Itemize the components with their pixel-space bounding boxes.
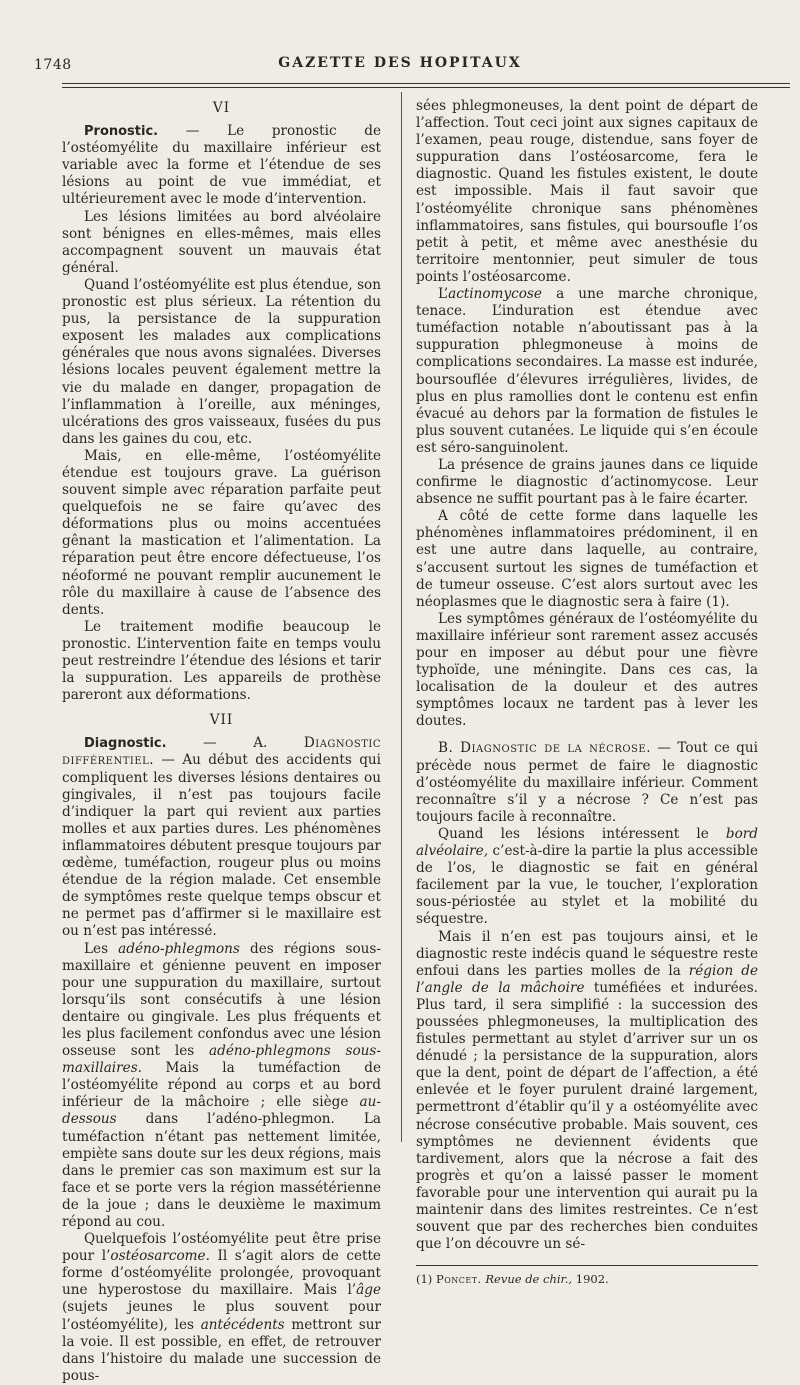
paragraph: Quand l’ostéomyélite est plus étendue, son pronostic est plus sérieux. La rétention du pus, la persistance de la suppuration exposent les malades aux complications générales que nous avons signalées. Diverses lésions locales peuvent également mettre la vie du malade en danger, propagation de l’inflammation à l’oreille, aux méninges, ulcérations des gros vaisseaux, fusées du pus dans les gaines du cou, etc. bbox=[62, 276, 381, 447]
header-rule-thin bbox=[62, 87, 790, 88]
paragraph bbox=[416, 740, 758, 825]
italic-text: antécédents bbox=[200, 1316, 285, 1333]
page-number: 1748 bbox=[34, 57, 72, 73]
section-heading-vii: VII bbox=[209, 712, 234, 729]
text: — Tout ce qui précède nous permet de faire le diagnostic d’ostéomyélite du maxillaire inférieur. Comment reconnaître s’il y a nécrose ? Ce n’est pas toujours facile à reconnaître. bbox=[416, 740, 758, 825]
text: Quelquefois l’ostéomyélite peut être prise pour l’ bbox=[62, 1231, 381, 1265]
italic-text: région de l’angle de la mâchoire bbox=[416, 962, 758, 996]
italic-text: bord alvéolaire, bbox=[416, 825, 758, 860]
text: — Le pronostic de l’ostéomyélite du maxillaire inférieur est variable avec la forme et l’étendue de ses lésions au point de vue immédiat, et ultérieurement avec le mode d’intervention. bbox=[62, 123, 381, 208]
italic-text: adéno-phlegmons sous-maxillaires. bbox=[62, 1043, 382, 1077]
text: des régions sous-maxillaire et génienne peuvent en imposer pour une suppuration du maxillaire, surtout lorsqu’ils sont consécutifs à une lésion dentaire ou gingivale. Les plus fréquents et les plus facilement confondus avec une lésion osseuse sont les bbox=[62, 940, 381, 1060]
text: (1) bbox=[416, 1272, 436, 1287]
rubric-pronostic: Pronostic. bbox=[84, 124, 159, 140]
text: — Au début des accidents qui compliquent les diverses lésions dentaires ou gingivales, il n’est pas toujours facile d’indiquer la part qui revient aux parties molles et aux parties dures. Les phénomènes inflammatoires débutent presque toujours par œdème, tuméfaction, rougeur plus ou moins étendue de la région malade. Cet ensemble de symptômes reste quelque temps obscur et ne permet pas d’affirmer si le maxillaire est ou n’est pas intéressé. bbox=[62, 752, 381, 940]
italic-text: ostéosarcome. bbox=[110, 1248, 210, 1265]
footnote-journal: Revue de chir., bbox=[485, 1272, 573, 1287]
footnote-author: Poncet. bbox=[435, 1272, 482, 1287]
italic-text: actinomycose bbox=[448, 286, 542, 303]
paragraph bbox=[416, 929, 758, 1254]
subheading-diagnostic-differentiel: Diagnostic différentiel. bbox=[62, 735, 381, 769]
text: c’est-à-dire la partie la plus accessible de l’os, le diagnostic se fait en général facilement par la vue, le toucher, l’exploration sous-périostée au stylet et la mobilité du séquestre. bbox=[416, 843, 758, 928]
paragraph: Les lésions limitées au bord alvéolaire sont bénignes en elles-mêmes, mais elles accompagnent souvent un mauvais état général. bbox=[62, 208, 381, 276]
paragraph: sées phlegmoneuses, la dent point de départ de l’affection. Tout ceci joint aux signes capitaux de l’examen, peau rouge, distendue, sans foyer de suppuration dans l’ostéosarcome, fera le diagnostic. Quand les fistules existent, le doute est impossible. Mais il faut savoir que l’ostéomyélite chronique sans phénomènes inflammatoires, sans fistules, qui boursoufle l’os petit à petit, et même avec anesthésie du territoire mentonnier, peut simuler de tous points l’ostéosarcome. bbox=[416, 98, 758, 285]
paragraph bbox=[62, 123, 381, 208]
text: 1902. bbox=[572, 1272, 609, 1287]
text: dans l’adéno-phlegmon. La tuméfaction n’étant pas nettement limitée, empiète sans doute sur les deux régions, mais dans le premier cas son maximum est sur la face et se porte vers la région massétérienne de la joue ; dans le deuxième le maximum répond au cou. bbox=[62, 1111, 381, 1230]
text: Les bbox=[84, 940, 119, 957]
text: mettront sur la voie. Il est possible, en effet, de retrouver dans l’histoire du malade une succession de pous- bbox=[62, 1316, 381, 1384]
paragraph: A côté de cette forme dans laquelle les phénomènes inflammatoires prédominent, il en est une autre dans laquelle, au contraire, s’accusent surtout les signes de tuméfaction et de tumeur osseuse. C’est alors surtout avec les néoplasmes que le diagnostic sera à faire (1). bbox=[416, 508, 758, 610]
text: (sujets jeunes le plus souvent pour l’ostéomyélite), les bbox=[62, 1299, 381, 1333]
paragraph bbox=[416, 826, 758, 929]
text: L’ bbox=[438, 286, 449, 303]
text: Il s’agit alors de cette forme d’ostéomyélite prolongée, provoquant une hyperostose du maxillaire. Mais l’ bbox=[62, 1248, 381, 1299]
paragraph: Les symptômes généraux de l’ostéomyélite du maxillaire inférieur sont rarement assez accusés pour en imposer au début pour une fièvre typhoïde, une méningite. Dans ces cas, la localisation de la douleur et des autres symptômes locaux ne tardent pas à lever les doutes. bbox=[416, 610, 758, 730]
footnote bbox=[416, 1272, 758, 1286]
paragraph bbox=[416, 286, 758, 457]
header-rule bbox=[62, 83, 790, 84]
italic-text: âge bbox=[356, 1282, 381, 1299]
rubric-diagnostic: Diagnostic. bbox=[84, 736, 167, 752]
right-column bbox=[416, 98, 758, 1286]
paragraph: Mais, en elle-même, l’ostéomyélite étendue est toujours grave. La guérison souvent simple avec réparation parfaite peut quelquefois ne se faire qu’avec des déformations plus ou moins accentuées gênant la mastication et l’alimentation. La réparation peut être encore défectueuse, l’os néoformé ne pouvant remplir aucunement le rôle du maxillaire à cause de l’absence des dents. bbox=[62, 447, 381, 618]
paragraph bbox=[62, 735, 381, 940]
text: Mais la tuméfaction de l’ostéomyélite répond au corps et au bord inférieur de la mâchoire ; elle siège bbox=[62, 1060, 381, 1111]
column-divider bbox=[401, 92, 402, 1142]
text: Mais il n’en est pas toujours ainsi, et le diagnostic reste indécis quand le séquestre reste enfoui dans les parties molles de la bbox=[416, 928, 758, 979]
italic-text: au-dessous bbox=[62, 1094, 381, 1128]
paragraph bbox=[62, 941, 381, 1232]
text: — A. bbox=[166, 735, 304, 752]
text: Quand les lésions intéressent le bbox=[438, 825, 726, 842]
paragraph bbox=[62, 1231, 381, 1385]
paragraph: La présence de grains jaunes dans ce liquide confirme le diagnostic d’actinomycose. Leur absence ne suffit pourtant pas à le faire écarter. bbox=[416, 456, 758, 508]
text: a une marche chronique, tenace. L’induration est étendue avec tuméfaction notable n’aboutissant pas à la suppuration phlegmoneuse à moins de complications secondaires. La masse est indurée, boursouflée d’élevures irrégulières, livides, de plus en plus ramollies dont le contenu est enfin évacué au dehors par la formation de fistules le plus souvent cutanées. Le liquide qui s’en écoule est séro-sanguinolent. bbox=[416, 286, 758, 456]
left-column bbox=[62, 98, 381, 1385]
footnote-rule bbox=[416, 1265, 758, 1266]
italic-text: adéno-phlegmons bbox=[118, 940, 240, 957]
subheading-diagnostic-necrose: B. Diagnostic de la nécrose. bbox=[438, 740, 652, 757]
text: tuméfiées et indurées. Plus tard, il sera simplifié : la succession des poussées phlegmoneuses, la multiplication des fistules permettant au stylet d’arriver sur un os dénudé ; la persistance de la suppuration, alors que la dent, point de départ de l’affection, a été enlevée et le foyer purulent drainé largement, permettront d’établir qu’il y a ostéomyélite avec nécrose consécutive probable. Mais souvent, ces symptômes ne deviennent évidents que tardivement, alors que la nécrose a fait des progrès et qu’on a laissé passer le moment favorable pour une intervention qui aurait pu la maintenir dans des limites restreintes. Ce n’est souvent que par des recherches bien conduites que l’on découvre un sé- bbox=[416, 979, 758, 1253]
journal-title: GAZETTE DES HOPITAUX bbox=[278, 55, 522, 71]
paragraph: Le traitement modifie beaucoup le pronostic. L’intervention faite en temps voulu peut restreindre l’étendue des lésions et tarir la suppuration. Les appareils de prothèse pareront aux déformations. bbox=[62, 618, 381, 704]
section-heading-vi: VI bbox=[212, 100, 231, 116]
